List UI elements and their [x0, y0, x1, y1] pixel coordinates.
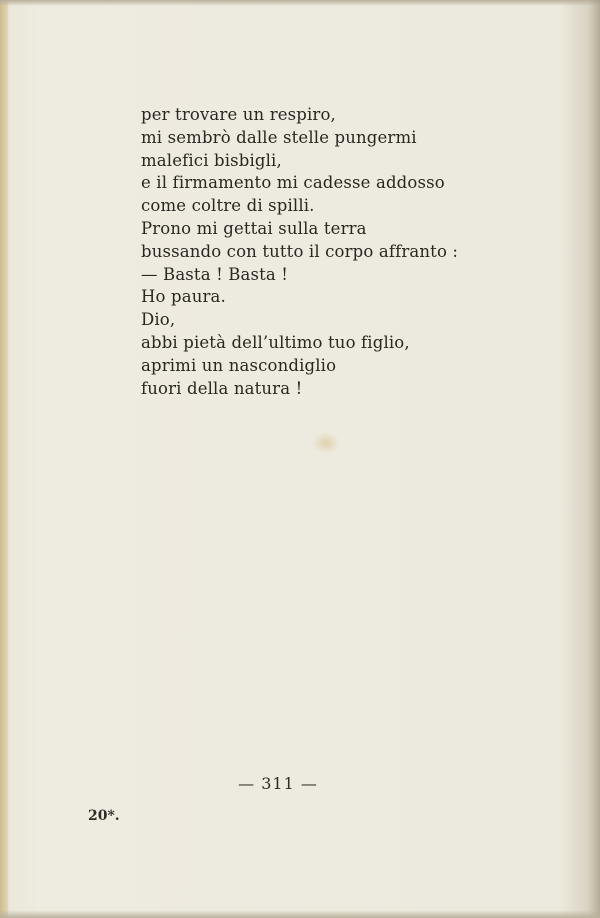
page-top-edge: [0, 0, 600, 6]
poem-line: aprimi un nascondiglio: [141, 355, 337, 375]
poem-line: mi sembrò dalle stelle pungermi: [141, 127, 417, 147]
poem-line: Dio,: [141, 310, 176, 330]
poem-line: Prono mi gettai sulla terra: [141, 218, 367, 238]
poem-line: Ho paura.: [141, 287, 226, 307]
page-bottom-edge: [0, 910, 600, 918]
page-right-edge: [588, 0, 600, 918]
poem-line: e il firmamento mi cadesse addosso: [141, 173, 445, 193]
poem-line: per trovare un respiro,: [141, 105, 336, 124]
signature-mark: 20*.: [88, 808, 120, 824]
paper-stain: [312, 432, 340, 454]
poem-line: bussando con tutto il corpo affranto :: [141, 241, 459, 261]
poem-line: — Basta ! Basta !: [141, 264, 289, 284]
page-number: — 311 —: [238, 774, 318, 793]
poem-line: fuori della natura !: [141, 378, 303, 398]
poem-line: malefici bisbigli,: [141, 150, 282, 170]
poem-line: come coltre di spilli.: [141, 196, 315, 216]
poem-line: abbi pietà dell’ultimo tuo figlio,: [141, 332, 410, 352]
poem-text: [141, 104, 458, 400]
